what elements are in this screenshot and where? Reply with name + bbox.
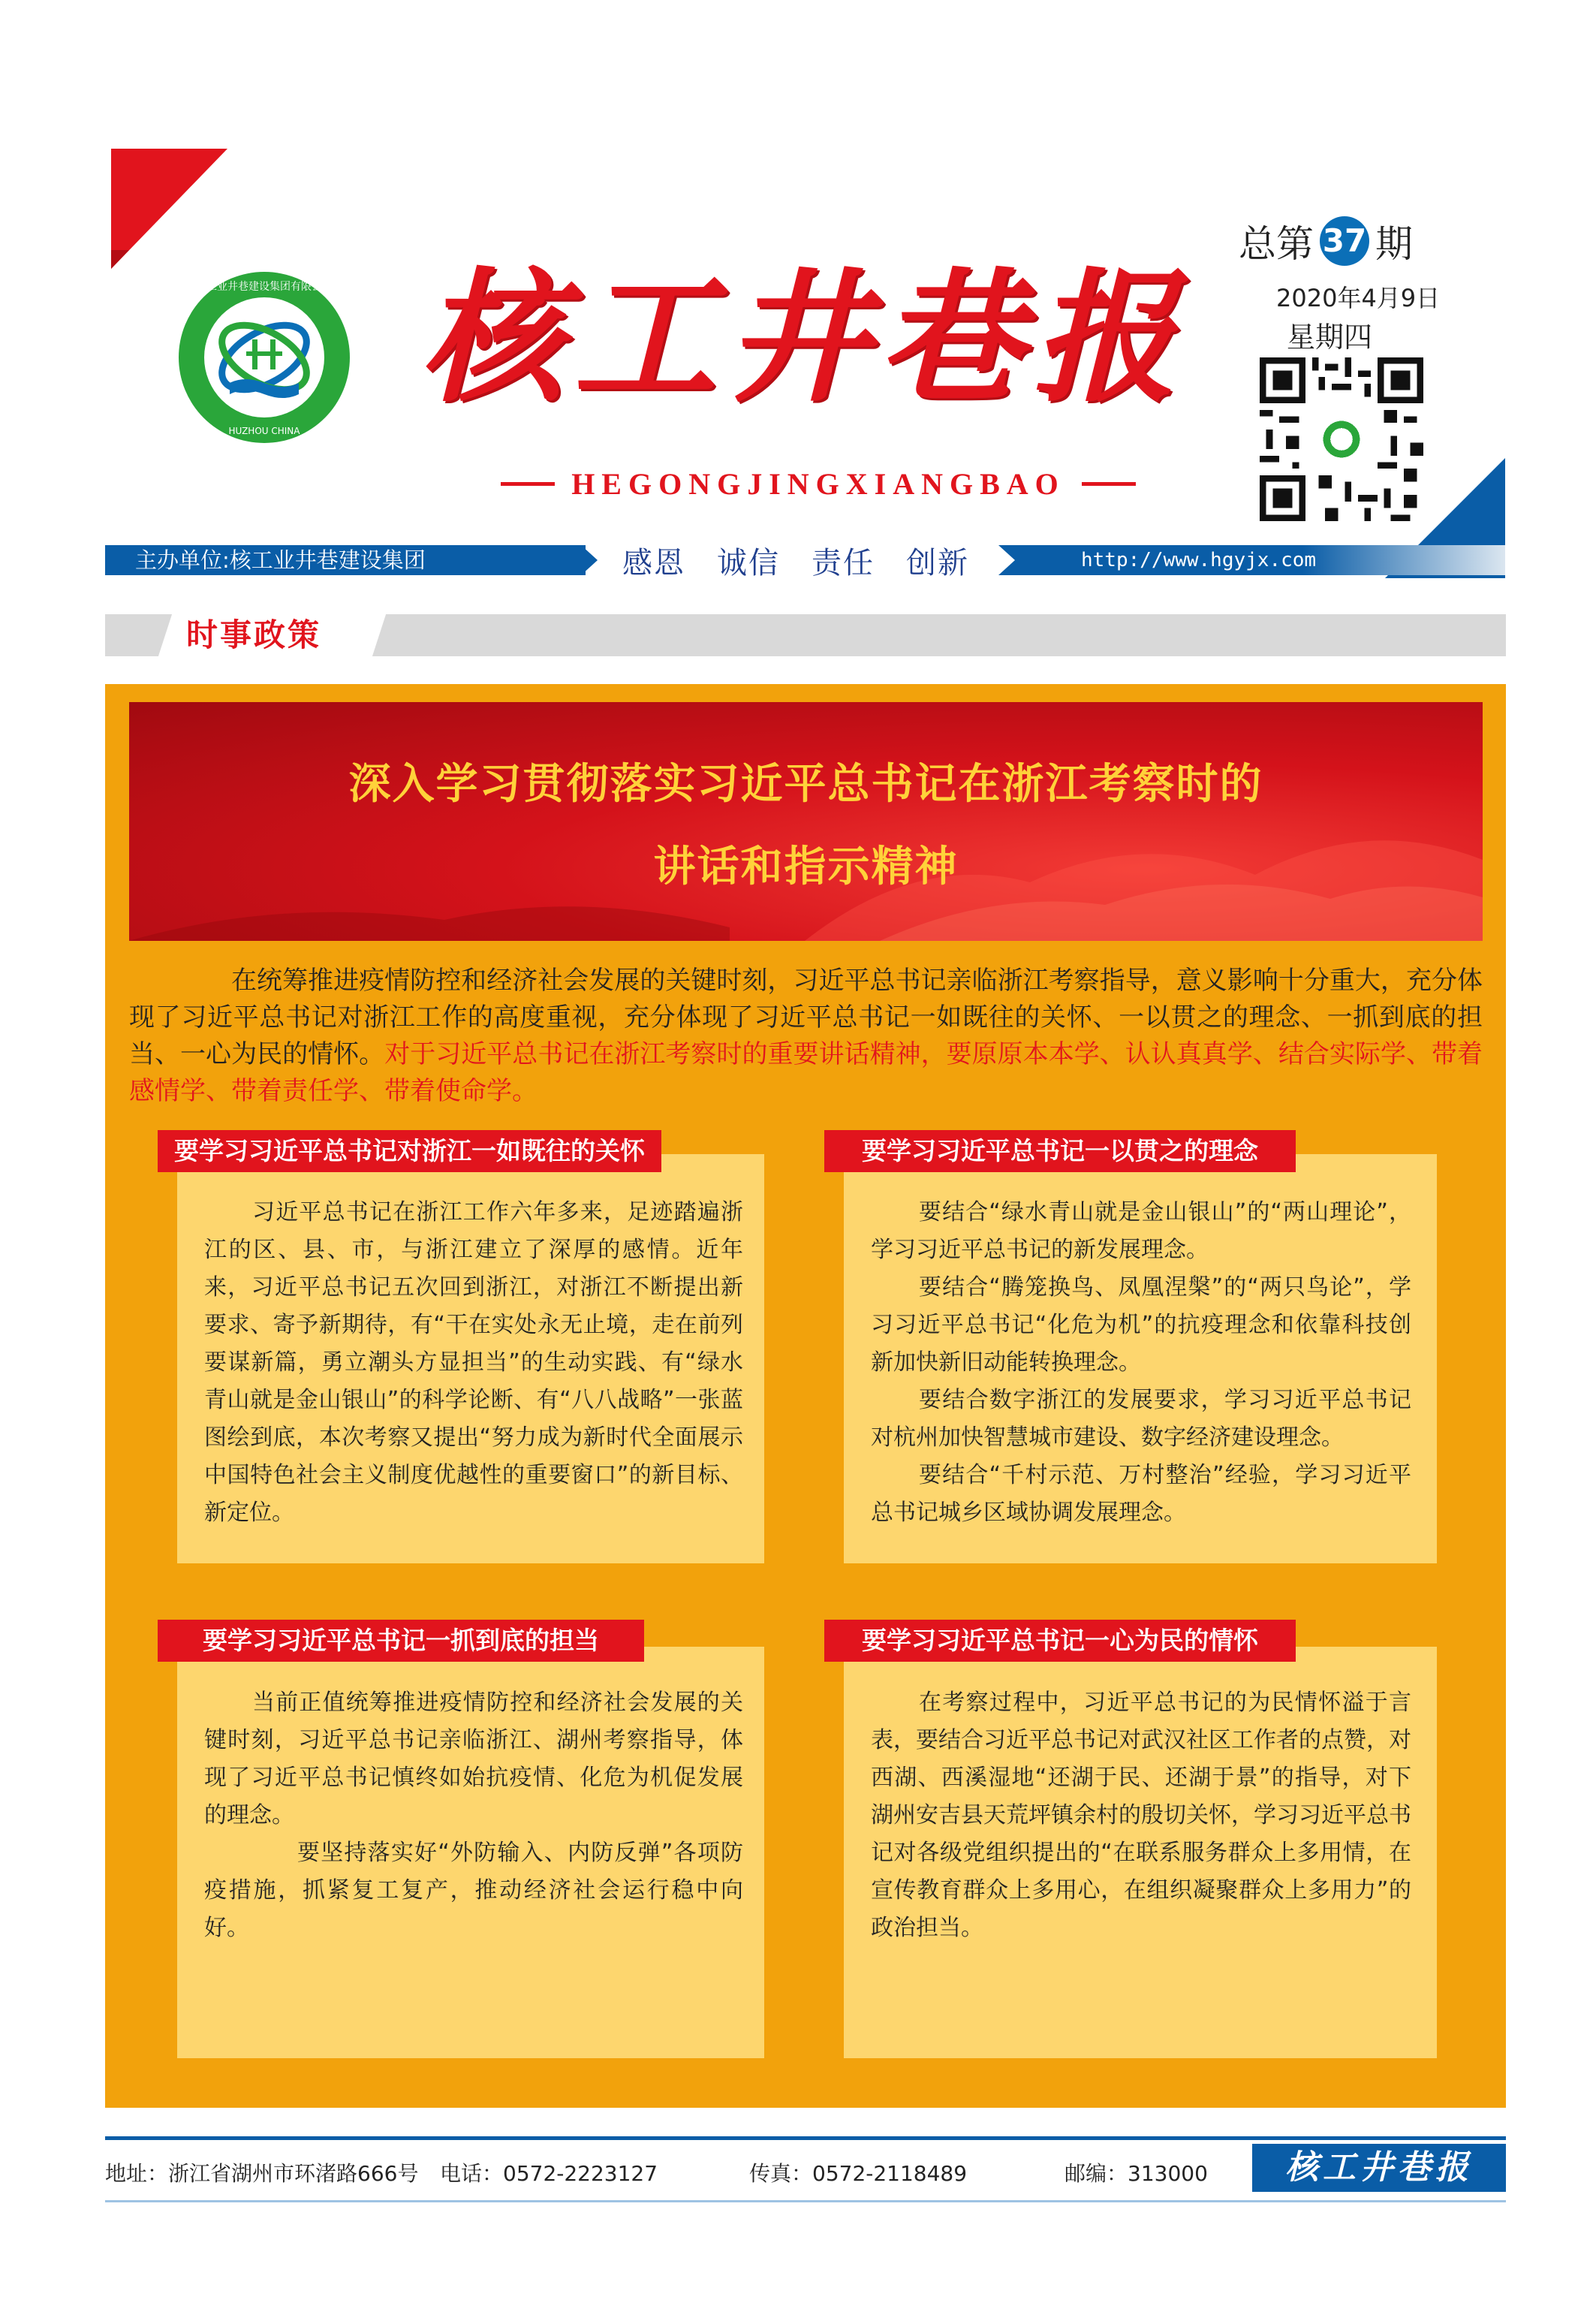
box-title: 要学习习近平总书记一以贯之的理念 xyxy=(824,1130,1296,1172)
masthead-title: 核工井巷报 xyxy=(420,254,1187,421)
box-paragraph: 要结合“绿水青山就是金山银山”的“两山理论”，学习习近平总书记的新发展理念。 xyxy=(871,1199,1411,1263)
box-body xyxy=(204,1194,743,1532)
qr-code-icon xyxy=(1260,357,1423,521)
intro-paragraph xyxy=(129,963,1483,1110)
box-body xyxy=(871,1684,1411,1947)
intro-highlight: 对于习近平总书记在浙江考察时的重要讲话精神，要原原本本学、认认真真学、结合实际学、带着感情学、带着责任学、带着使命学。 xyxy=(129,1039,1483,1106)
slogan-item: 责任 xyxy=(812,545,875,580)
box-paragraph: 要结合“千村示范、万村整治”经验，学习习近平总书记城乡区域协调发展理念。 xyxy=(871,1462,1411,1526)
headline-line-1: 深入学习贯彻落实习近平总书记在浙江考察时的 xyxy=(348,760,1263,809)
footer-address: 地址：浙江省湖州市环渚路666号 xyxy=(105,2161,419,2186)
masthead-pinyin: HEGONGJINGXIANGBAO xyxy=(571,466,1065,501)
box-paragraph: 要结合数字浙江的发展要求，学习习近平总书记对杭州加快智慧城市建设、数字经济建设理念。 xyxy=(871,1387,1411,1451)
footer-zip: 邮编：313000 xyxy=(1065,2161,1208,2186)
headline xyxy=(129,743,1483,909)
box-body xyxy=(204,1684,743,1947)
footer-phone: 电话：0572-2223127 xyxy=(440,2161,658,2186)
masthead-pinyin-row xyxy=(439,461,1197,506)
issue-suffix: 期 xyxy=(1375,222,1413,266)
footer-bottom-line xyxy=(105,2200,1506,2202)
corner-decoration-red xyxy=(111,149,227,269)
company-logo xyxy=(177,270,351,445)
issue-prefix: 总第 xyxy=(1239,222,1314,266)
box-title: 要学习习近平总书记一心为民的情怀 xyxy=(824,1620,1296,1662)
slogan-item: 感恩 xyxy=(622,545,685,580)
box-paragraph: 习近平总书记在浙江工作六年多来，足迹踏遍浙江的区、县、市，与浙江建立了深厚的感情。近年来，习近平总书记五次回到浙江，对浙江不断提出新要求、寄予新期待，有“干在实处永无止境，走在前列要谋新篇，勇立潮头方显担当”的生动实践、有“绿水青山就是金山银山”的科学论断、有“八八战略”一张蓝图绘到底，本次考察又提出“努力成为新时代全面展示中国特色社会主义制度优越性的重要窗口”的新目标、新定位。 xyxy=(204,1199,743,1526)
logo-subtext: HUZHOU CHINA xyxy=(228,426,300,436)
sponsor-text: 主办单位:核工业井巷建设集团 xyxy=(135,547,426,573)
divider xyxy=(1082,482,1136,486)
footer-brand: 核工井巷报 xyxy=(1252,2144,1506,2192)
footer-info xyxy=(105,2155,1208,2193)
footer-divider xyxy=(105,2136,1506,2140)
logo-text: 核工业井巷建设集团有限公司 xyxy=(196,281,333,293)
section-title: 时事政策 xyxy=(186,616,322,653)
footer-fax: 传真：0572-2118489 xyxy=(749,2161,968,2186)
slogan-item: 诚信 xyxy=(717,545,780,580)
box-title: 要学习习近平总书记对浙江一如既往的关怀 xyxy=(158,1130,661,1172)
issue-date: 2020年4月9日 xyxy=(1276,284,1441,312)
bar-arrow xyxy=(568,545,598,575)
slogan-item: 创新 xyxy=(906,545,969,580)
slogan-row xyxy=(601,538,991,583)
website-url[interactable]: http://www.hgyjx.com xyxy=(1081,549,1317,571)
box-title: 要学习习近平总书记一抓到底的担当 xyxy=(158,1620,644,1662)
box-paragraph: 要坚持落实好“外防输入、内防反弹”各项防疫措施，抓紧复工复产，推动经济社会运行稳中向好。 xyxy=(204,1840,743,1941)
issue-weekday: 星期四 xyxy=(1287,321,1373,354)
divider xyxy=(501,482,555,486)
issue-number-badge: 37 xyxy=(1320,216,1369,266)
bar-arrow xyxy=(998,545,1028,575)
box-body xyxy=(871,1194,1411,1532)
box-paragraph: 当前正值统筹推进疫情防控和经济社会发展的关键时刻，习近平总书记亲临浙江、湖州考察指导，体现了习近平总书记慎终如始抗疫情、化危为机促发展的理念。 xyxy=(204,1690,743,1828)
intro-text: 在统筹推进疫情防控和经济社会发展的关键时刻，习近平总书记亲临浙江考察指导，意义影响十分重大，充分体现了习近平总书记对浙江工作的高度重视，充分体现了习近平总书记一如既往的关怀、一以贯之的理念、一抓到底的担当、一心为民的情怀。 xyxy=(129,966,1483,1069)
box-paragraph: 要结合“腾笼换鸟、凤凰涅槃”的“两只鸟论”，学习习近平总书记“化危为机”的抗疫理念和依靠科技创新加快新旧动能转换理念。 xyxy=(871,1274,1411,1376)
box-paragraph: 在考察过程中，习近平总书记的为民情怀溢于言表，要结合习近平总书记对武汉社区工作者的点赞，对西湖、西溪湿地“还湖于民、还湖于景”的指导，对下湖州安吉县天荒坪镇余村的殷切关怀，学习习近平总书记对各级党组织提出的“在联系服务群众上多用情，在宣传教育群众上多用心，在组织凝聚群众上多用力”的政治担当。 xyxy=(871,1690,1411,1941)
headline-line-2: 讲话和指示精神 xyxy=(653,843,959,891)
issue-number xyxy=(1239,214,1464,268)
